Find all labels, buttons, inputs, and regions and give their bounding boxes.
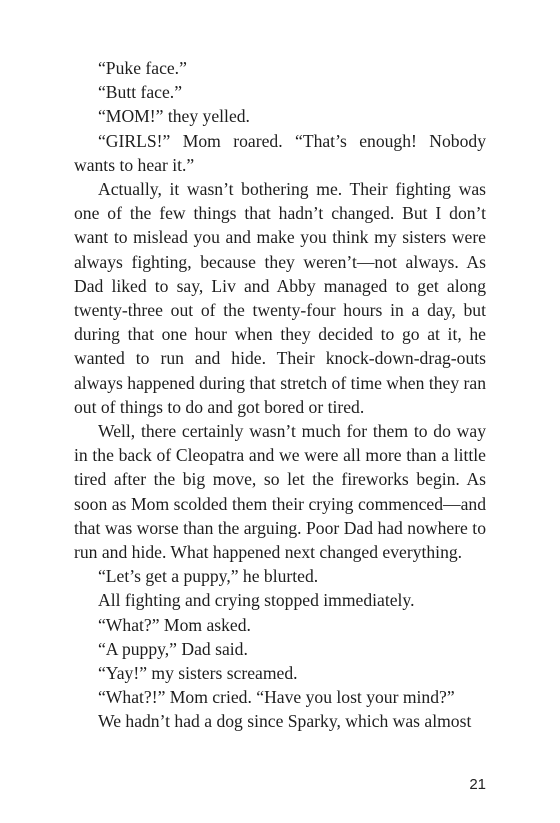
page-number: 21 (469, 776, 486, 793)
dialogue-mom-asked: “What?” Mom asked. (98, 614, 251, 635)
paragraph-cleopatra: Well, there certainly wasn’t much for them to do way in the back of Cleopatra and we were all more than a little tired after the big move, so let the fireworks begin. As soon as Mom scolded them their crying commenced—and that was worse than the arguing. Poor Dad had nowhere to run and hide. What happened next changed everything. (74, 421, 486, 563)
paragraph-fighting-stopped: All fighting and crying stopped immediately. (98, 590, 415, 611)
paragraph-sparky: We hadn’t had a dog since Sparky, which was almost (98, 711, 472, 732)
dialogue-mom-yelled: “MOM!” they yelled. (98, 106, 250, 127)
book-page-text (74, 56, 486, 734)
dialogue-sisters-screamed: “Yay!” my sisters screamed. (98, 663, 298, 684)
dialogue-dad-said: “A puppy,” Dad said. (98, 638, 248, 659)
dialogue-mom-cried: “What?!” Mom cried. “Have you lost your mind?” (98, 687, 455, 708)
dialogue-lets-get-puppy: “Let’s get a puppy,” he blurted. (98, 566, 319, 587)
dialogue-butt-face: “Butt face.” (98, 82, 183, 103)
paragraph-fighting: Actually, it wasn’t bothering me. Their fighting was one of the few things that hadn’t changed. But I don’t want to mislead you and make you think my sisters were always fighting, because they weren’t—not always. As Dad liked to say, Liv and Abby managed to get along twenty-three out of the twenty-four hours in a day, but during that one hour when they decided to go at it, he wanted to run and hide. Their knock-down-drag-outs always happened during that stretch of time when they ran out of things to do and got bored or tired. (74, 179, 486, 417)
dialogue-puke-face: “Puke face.” (98, 58, 187, 78)
dialogue-girls-roared: “GIRLS!” Mom roared. “That’s enough! Nobody wants to hear it.” (74, 130, 486, 175)
